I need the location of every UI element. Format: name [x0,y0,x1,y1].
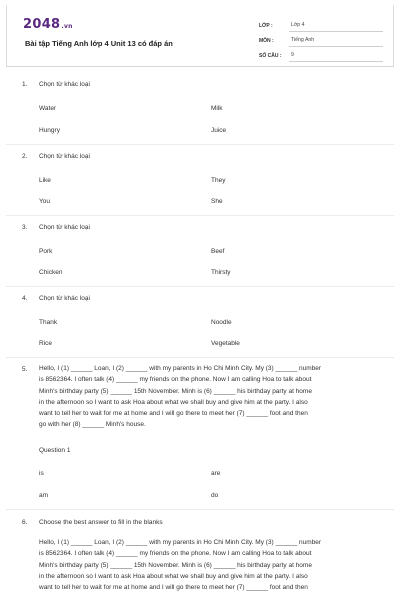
question-5-number: 5. [22,366,28,373]
divider [6,357,394,358]
passage-line: want to tell her to wait for me at home and I will go there to meet her (7) ______ foot and then [39,410,308,418]
question-5-passage [39,363,379,431]
passage-line: is 8562364. I often talk (4) ______ my friends on the phone. Now I am calling Hoa to talk about [39,376,312,384]
divider [6,286,394,287]
option-a[interactable]: Water [39,105,57,112]
passage-line: Hello, I (1) ______ Loan, I (2) ______ with my parents in Ho Chi Minh City. My (3) ______ number [39,539,322,546]
question-1-prompt: 1. Chọn từ khác loại [22,81,90,88]
passage-line: Minh's birthday party (5) ______ 15th November. Minh is (6) ______ his birthday party at home [39,387,312,395]
option-b[interactable]: They [211,177,226,184]
meta-label: LỚP : [259,23,273,29]
option-a[interactable]: Thank [39,319,58,326]
divider [6,144,394,145]
option-c[interactable]: You [39,198,50,205]
meta-value: Tiếng Anh [289,37,383,47]
meta-label: SỐ CÂU : [259,53,282,59]
meta-value: 9 [289,52,383,62]
passage-line: Minh's birthday party (5) ______ 15th November. Minh is (6) ______ his birthday party at home [39,561,312,569]
option-d[interactable]: Vegetable [211,340,240,347]
passage-line: want to tell her to wait for me at home and I will go there to meet her (7) ______ foot and then [39,584,308,592]
question-6-passage [39,537,379,593]
meta-label: MÔN : [259,38,274,44]
divider [6,509,394,510]
meta-table [259,17,383,62]
meta-value: Lớp 4 [289,22,383,32]
meta-row-subject [259,32,383,47]
question-6-prompt: 6. Choose the best answer to fill in the blanks [22,519,163,526]
meta-row-grade [259,17,383,32]
question-4-prompt: 4. Chọn từ khác loại [22,295,90,302]
option-b[interactable]: Noodle [211,319,232,326]
option-c[interactable]: Rice [39,340,53,347]
option-a[interactable]: is [39,470,44,477]
option-c[interactable]: Hungry [39,127,60,134]
question-3-prompt: 3. Chọn từ khác loại [22,224,90,231]
passage-line: is 8562364. I often talk (4) ______ my friends on the phone. Now I am calling Hoa to talk about [39,550,312,558]
document-header [6,5,394,67]
option-d[interactable]: Thirsty [211,269,231,276]
option-b[interactable]: Milk [211,105,223,112]
site-logo[interactable] [23,17,73,32]
option-d[interactable]: She [211,198,223,205]
option-d[interactable]: Juice [211,127,227,134]
page-title: Bài tập Tiếng Anh lớp 4 Unit 13 có đáp án [25,39,173,48]
question-2-prompt: 2. Chọn từ khác loại [22,153,90,160]
option-a[interactable]: Pork [39,248,53,255]
option-c[interactable]: am [39,492,49,499]
option-a[interactable]: Like [39,177,51,184]
passage-line: go with her (8) ______ Minh's house. [39,421,146,429]
option-d[interactable]: do [211,492,219,499]
option-b[interactable]: Beef [211,248,225,255]
logo-suffix: .vn [61,23,73,30]
meta-row-count [259,47,383,62]
passage-line: in the afternoon so I want to ask Hoa about what we shall buy and give him at the party. I also [39,572,308,580]
divider [6,215,394,216]
passage-line: Hello, I (1) ______ Loan, I (2) ______ with my parents in Ho Chi Minh City. My (3) ______ number [39,365,322,372]
passage-line: in the afternoon so I want to ask Hoa about what we shall buy and give him at the party. I also [39,398,308,406]
option-b[interactable]: are [211,470,221,477]
sub-question-label: Question 1 [39,447,71,454]
logo-text: 2048 [23,17,61,32]
option-c[interactable]: Chicken [39,269,63,276]
